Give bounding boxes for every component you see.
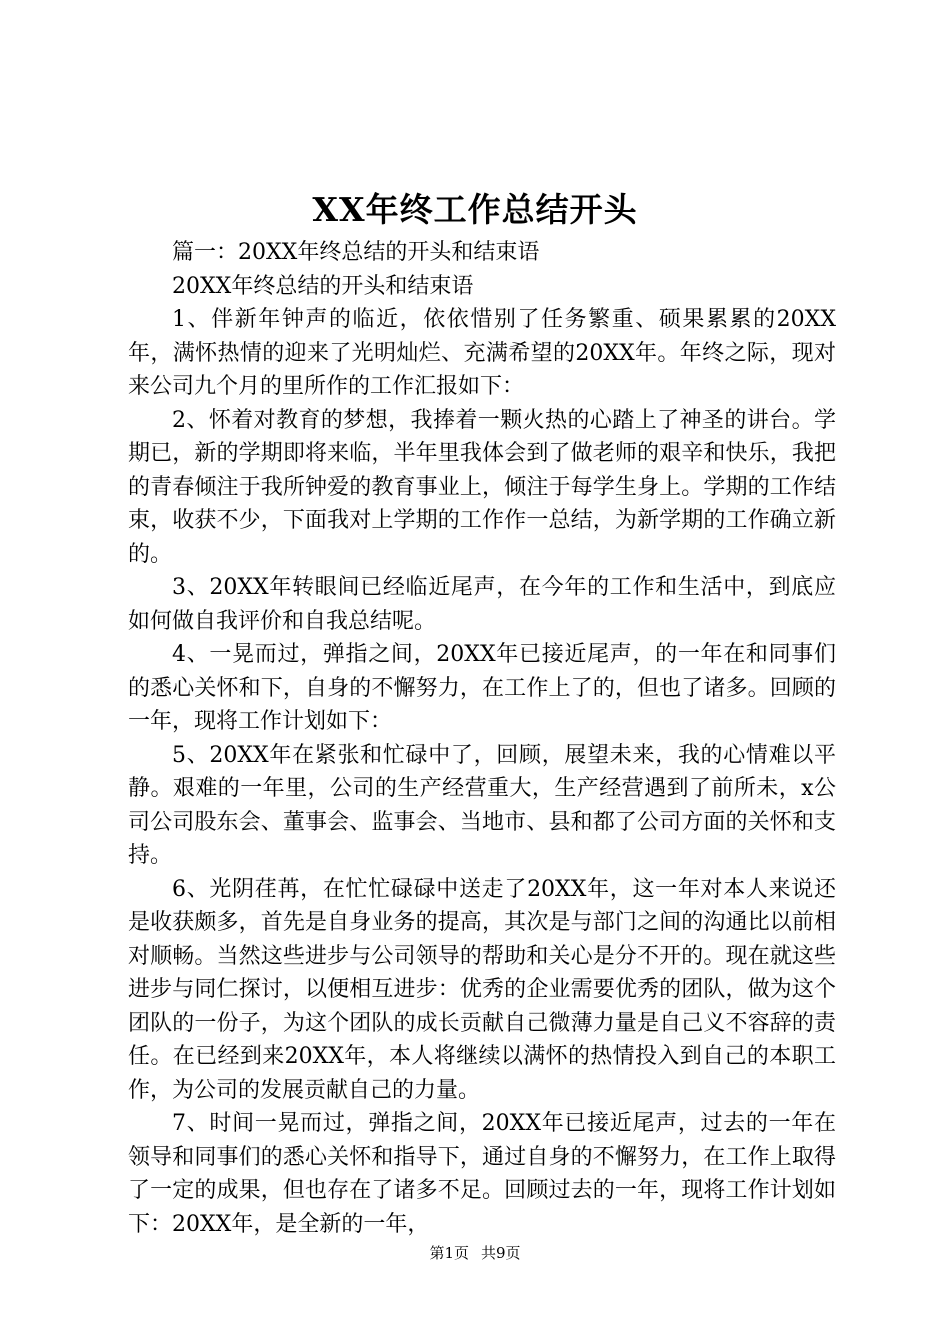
paragraph-6: 6、光阴荏苒，在忙忙碌碌中送走了20XX年，这一年对本人来说还是收获颇多，首先是自身业务的提高，其次是与部门之间的沟通比以前相对顺畅。当然这些进步与公司领导的帮助和关心是分不开的。现在就这些进步与同仁探讨，以便相互进步：优秀的企业需要优秀的团队，做为这个团队的一份子，为这个团队的成长贡献自己微薄力量是自己义不容辞的责任。在已经到来20XX年，本人将继续以满怀的热情投入到自己的本职工作，为公司的发展贡献自己的力量。 [128,876,836,1103]
page-total: 共9页 [481,1244,521,1262]
paragraph-1: 1、伴新年钟声的临近，依依惜别了任务繁重、硕果累累的20XX年，满怀热情的迎来了光明灿烂、充满希望的20XX年。年终之际，现对来公司九个月的里所作的工作汇报如下： [128,307,836,399]
paragraph-4: 4、一晃而过，弹指之间，20XX年已接近尾声，的一年在和同事们的悉心关怀和下，自身的不懈努力，在工作上了的，但也了诸多。回顾的一年，现将工作计划如下： [128,642,836,734]
page-footer [0,1243,950,1263]
paragraph-5: 5、20XX年在紧张和忙碌中了，回顾，展望未来，我的心情难以平静。艰难的一年里，公司的生产经营重大，生产经营遇到了前所未，x公司公司股东会、董事会、监事会、当地市、县和都了公司方面的关怀和支持。 [128,742,836,868]
paragraph-2: 2、怀着对教育的梦想，我捧着一颗火热的心踏上了神圣的讲台。学期已，新的学期即将来临，半年里我体会到了做老师的艰辛和快乐，我把的青春倾注于我所钟爱的教育事业上，倾注于每学生身上。学期的工作结束，收获不少，下面我对上学期的工作作一总结，为新学期的工作确立新的。 [128,407,836,567]
paragraph-7: 7、时间一晃而过，弹指之间，20XX年已接近尾声，过去的一年在领导和同事们的悉心关怀和指导下，通过自身的不懈努力，在工作上取得了一定的成果，但也存在了诸多不足。回顾过去的一年，现将工作计划如下：20XX年，是全新的一年， [128,1111,836,1237]
subsection-heading: 20XX年终总结的开头和结束语 [172,273,474,299]
paragraph-3: 3、20XX年转眼间已经临近尾声，在今年的工作和生活中，到底应如何做自我评价和自我总结呢。 [128,575,836,634]
document-body [128,236,836,1241]
page-number: 第1页 [429,1244,469,1262]
document-title: XX年终工作总结开头 [312,190,638,229]
section-heading: 篇一：20XX年终总结的开头和结束语 [172,240,540,265]
